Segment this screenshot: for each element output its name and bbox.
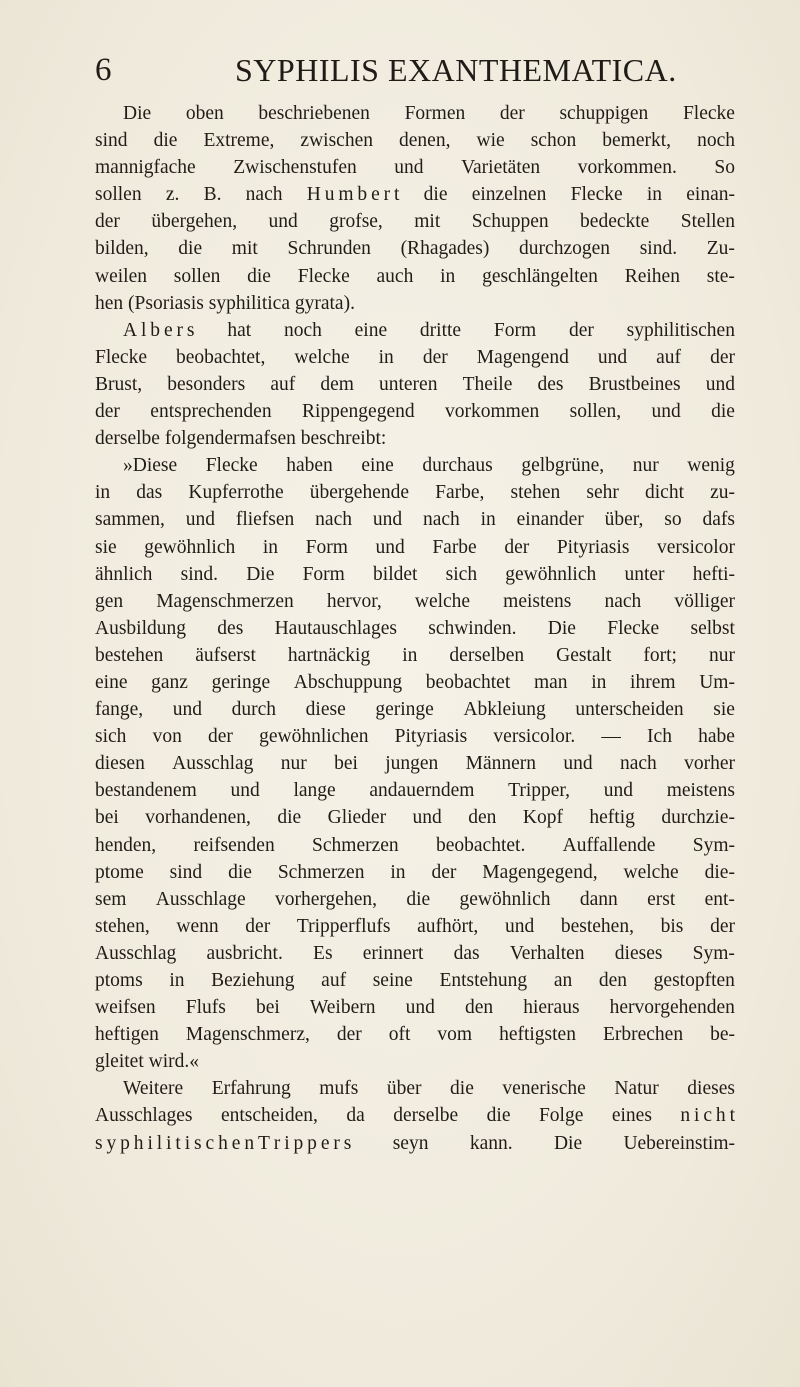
text-line: sie gewöhnlich in Form und Farbe der Pityriasis versicolor — [95, 536, 735, 558]
text-line: sammen, und fliefsen nach und nach in einander über, so dafs — [95, 509, 735, 531]
text-line: mannigfache Zwischenstufen und Varietäten vorkommen. So — [95, 157, 735, 179]
text-line: Brust, besonders auf dem unteren Theile des Brustbeines und — [95, 373, 735, 395]
text-line: bei vorhandenen, die Glieder und den Kopf heftig durchzie- — [95, 807, 735, 829]
text-line: Flecke beobachtet, welche in der Magengend und auf der — [95, 346, 735, 368]
text-line: sind die Extreme, zwischen denen, wie schon bemerkt, noch — [95, 130, 735, 152]
text-line: der entsprechenden Rippengegend vorkommen sollen, und die — [95, 401, 735, 423]
text-line: weifsen Flufs bei Weibern und den hieraus hervorgehenden — [95, 997, 735, 1019]
text-line: heftigen Magenschmerz, der oft vom heftigsten Erbrechen be- — [95, 1024, 735, 1046]
text-line: Weitere Erfahrung mufs über die venerische Natur dieses — [123, 1078, 735, 1100]
text-line: sollen z. B. nach H u m b e r t die einzelnen Flecke in einan- — [95, 184, 735, 206]
text-line: fange, und durch diese geringe Abkleiung unterscheiden sie — [95, 699, 735, 721]
text-line: weilen sollen die Flecke auch in geschlängelten Reihen ste- — [95, 265, 735, 287]
text-line: ähnlich sind. Die Form bildet sich gewöhnlich unter hefti- — [95, 563, 735, 585]
text-line: bestehen äufserst hartnäckig in derselben Gestalt fort; nur — [95, 644, 735, 666]
text-line: ptoms in Beziehung auf seine Entstehung an den gestopften — [95, 970, 735, 991]
text-line: Ausschlages entscheiden, da derselbe die Folge eines n i c h t — [95, 1105, 735, 1127]
text-line: bestandenem und lange andauerndem Tripper, und meistens — [95, 780, 735, 802]
text-line: henden, reifsenden Schmerzen beobachtet. Auffallende Sym- — [95, 834, 735, 856]
body-text — [95, 100, 735, 1157]
text-line: in das Kupferrothe übergehende Farbe, stehen sehr dicht zu- — [95, 482, 735, 504]
text-line: sem Ausschlage vorhergehen, die gewöhnlich dann erst ent- — [95, 888, 735, 910]
text-line: stehen, wenn der Tripperflufs aufhört, und bestehen, bis der — [95, 915, 735, 937]
text-line: derselbe folgendermafsen beschreibt: — [95, 428, 387, 450]
page-number: 6 — [95, 52, 112, 88]
text-line: gleitet wird.« — [95, 1051, 199, 1073]
text-line: der übergehen, und grofse, mit Schuppen bedeckte Stellen — [95, 211, 735, 233]
text-line: »Diese Flecke haben eine durchaus gelbgrüne, nur wenig — [123, 455, 735, 477]
text-line: diesen Ausschlag nur bei jungen Männern und nach vorher — [95, 753, 735, 775]
text-line: ptome sind die Schmerzen in der Magengegend, welche die- — [95, 861, 735, 883]
text-line: Die oben beschriebenen Formen der schuppigen Flecke — [123, 103, 735, 124]
running-title: SYPHILIS EXANTHEMATICA. — [235, 52, 677, 88]
text-line: eine ganz geringe Abschuppung beobachtet man in ihrem Um- — [95, 671, 735, 693]
text-line: bilden, die mit Schrunden (Rhagades) durchzogen sind. Zu- — [95, 238, 735, 260]
text-line: gen Magenschmerzen hervor, welche meistens nach völliger — [95, 590, 735, 612]
text-line: Ausbildung des Hautauschlages schwinden. Die Flecke selbst — [95, 617, 735, 639]
text-line: A l b e r s hat noch eine dritte Form der syphilitischen — [123, 319, 735, 341]
text-line: s y p h i l i t i s c h e n T r i p p e r s seyn kann. Die Uebereinstim- — [95, 1132, 735, 1154]
text-line: sich von der gewöhnlichen Pityriasis versicolor. — Ich habe — [95, 726, 735, 748]
text-line: hen (Psoriasis syphilitica gyrata). — [95, 292, 355, 314]
page-header — [95, 48, 735, 92]
text-line: Ausschlag ausbricht. Es erinnert das Verhalten dieses Sym- — [95, 942, 735, 964]
